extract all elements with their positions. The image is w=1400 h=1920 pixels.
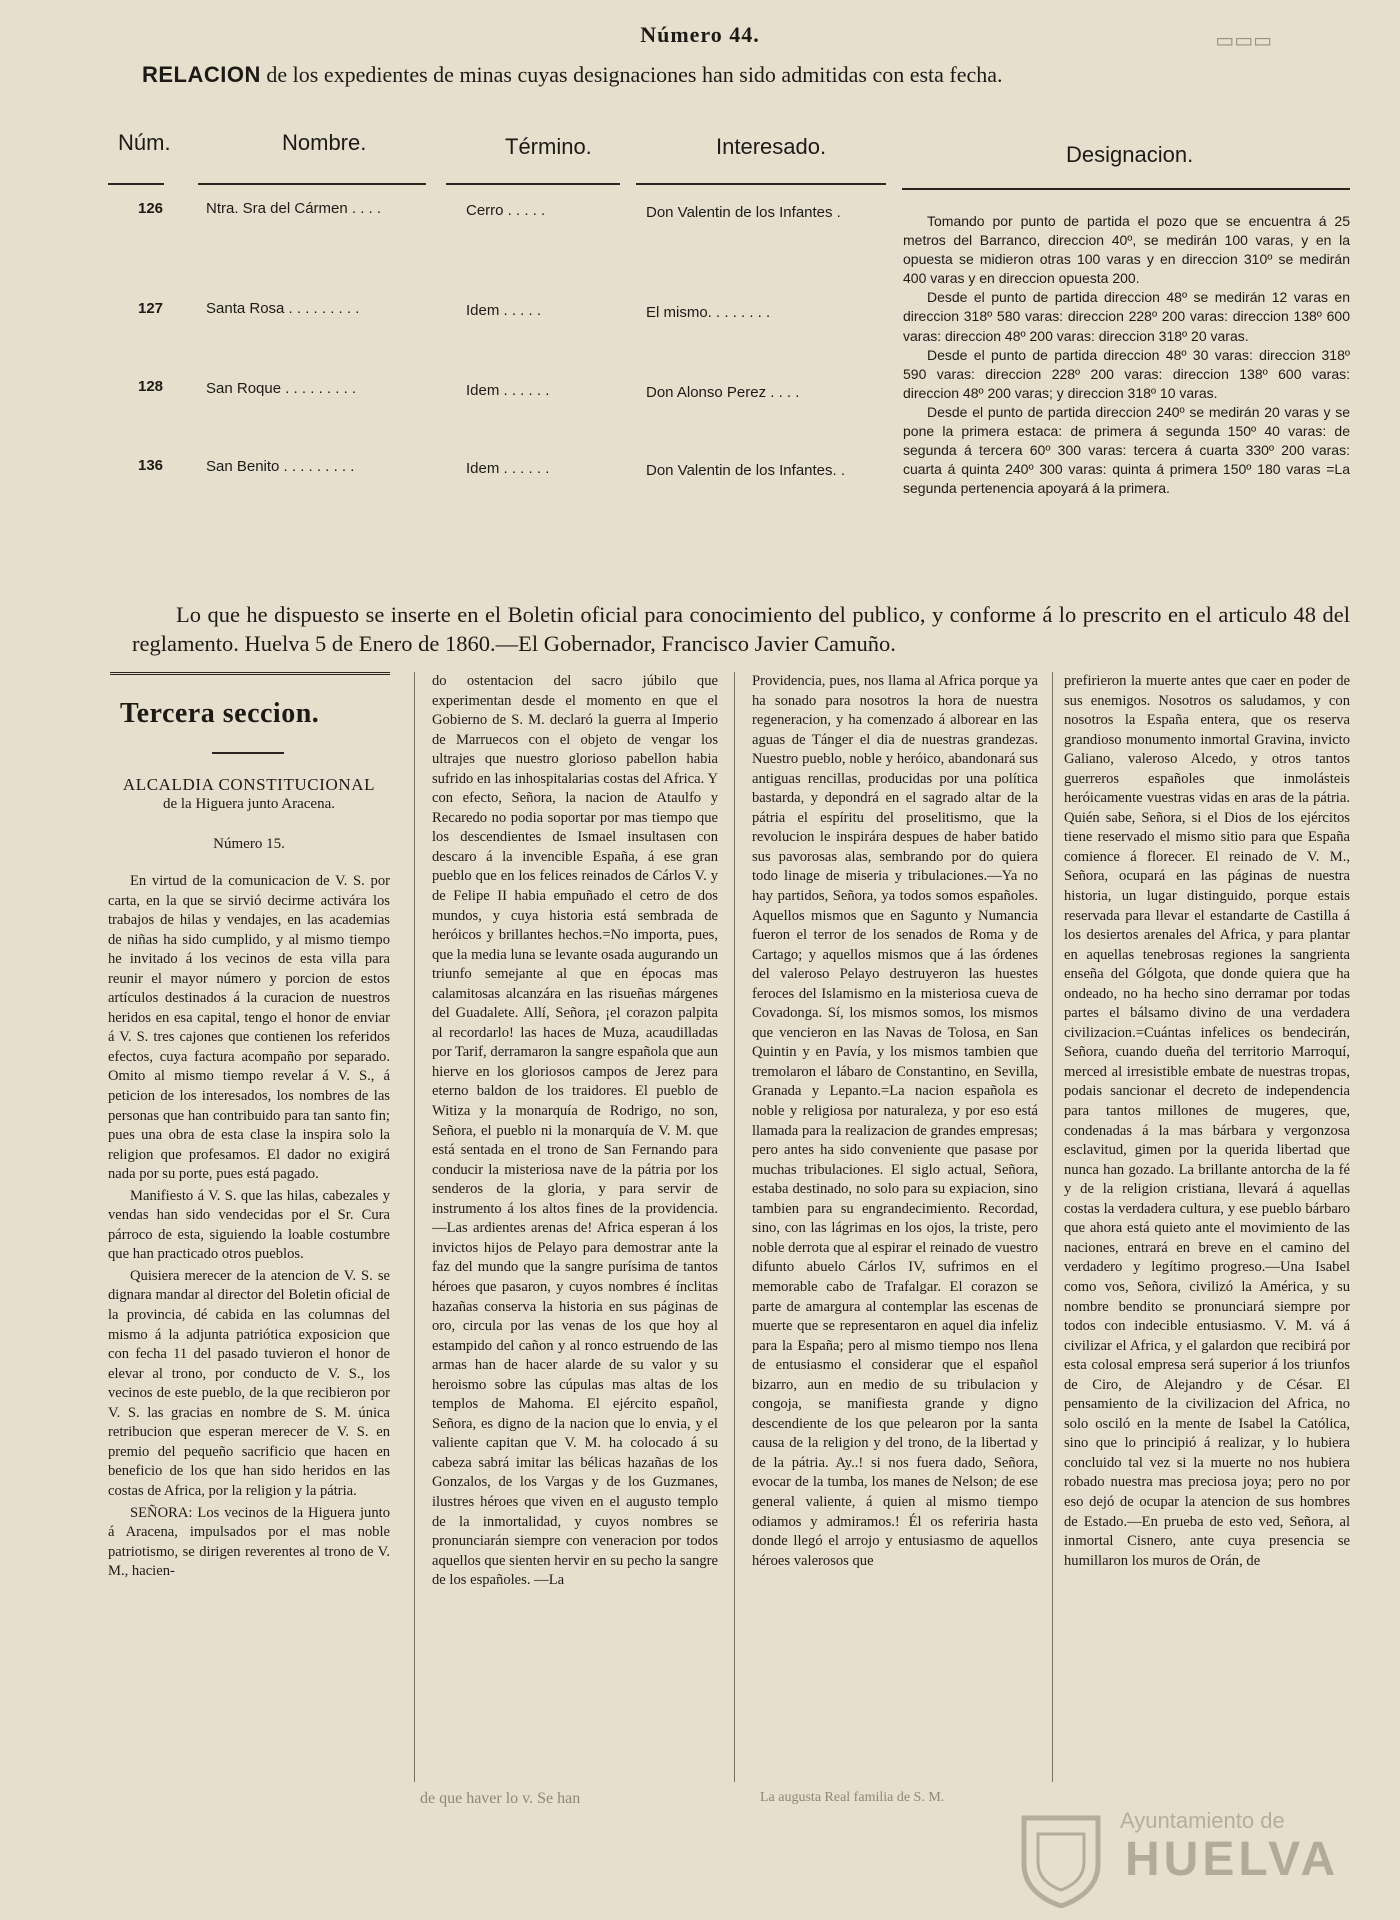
col-header-designacion: Designacion. [1066, 142, 1194, 167]
alcaldia-number: Número 15. [213, 836, 285, 852]
relacion-rest: de los expedientes de minas cuyas designaciones han sido admitidas con esta fecha. [260, 62, 1003, 87]
designation-text: Desde el punto de partida direccion 240º se medirán 20 varas y se pone la primera estaca: de primera á segunda 150º 40 varas: de segunda á tercera 60º 300 varas: tercera á cuarta 330º 200 varas: cuarta á quinta 240º 300 varas: quinta á primera 150º 180 varas =La segunda pertenencia apoyará á la primera. [903, 403, 1350, 497]
corner-stamp: ▭▭▭ [1215, 30, 1272, 52]
row-termino: Idem . . . . . . [466, 460, 550, 477]
alcaldia-subtitle: de la Higuera junto Aracena. [162, 796, 335, 812]
header-rule [636, 183, 886, 185]
bleedthrough-text: de que haver lo v. Se han [420, 1790, 581, 1807]
row-interesado: Don Valentin de los Infantes. . [646, 462, 846, 479]
row-termino: Idem . . . . . . [466, 382, 550, 399]
col-header-nombre: Nombre. [282, 130, 367, 155]
short-rule [212, 752, 284, 754]
text-column-2 [432, 672, 718, 1591]
designation-text: Tomando por punto de partida el pozo que se encuentra á 25 metros del Barranco, direccion 40º, se medirán 100 varas, y en la opuesta se midieron otras 100 varas y en direccion 310º se medirán 400 varas y en direccion opuesta 200. [903, 213, 1350, 287]
col-header-interesado: Interesado. [716, 134, 827, 159]
column-divider [734, 672, 735, 1782]
designation-column [903, 212, 1350, 498]
row-num: 136 [138, 457, 164, 474]
row-num: 126 [138, 200, 164, 217]
col-header-termino: Término. [505, 134, 592, 159]
header-rule [446, 183, 620, 185]
text-column-3 [752, 672, 1038, 1571]
row-nombre: San Benito . . . . . . . . . [206, 458, 355, 475]
paragraph: Providencia, pues, nos llama al Africa porque ya ha sonado para nosotros la hora de nuestra regeneracion, y ha comenzado á alborear en las aguas de Tánger el dia de nuestras grandezas. Nuestro pueblo, noble y heróico, abandonará sus antiguas rencillas, producidas por una política bastarda, y depondrá en el sagrado altar de la pátria el espíritu del proselitismo, que la revolucion le inspirára despues de haber batido sus pavorosas alas, sembrando por do quiera todo linage de miseria y tribulaciones.—Ya no hay partidos, Señora, ya todos somos españoles. Aquellos mismos que en Sagunto y Numancia fueron el terror de los senados de Roma y de Cartago; y aquellos mismos que á las órdenes del valeroso Pelayo destruyeron las huestes feroces del Islamismo en la misteriosa cueva de Covadonga. Sí, los mismos somos, los mismos que vencieron en las Navas de Tolosa, en San Quintin y en Pavía, y los mismos tambien que tremolaron el lábaro de Constantino, en Sevilla, Granada y Lepanto.=La nacion española es noble y religiosa por naturaleza, y por eso está llamada para la realizacion de grandes empresas; pero antes ha sido conveniente que pasase por muchas tribulaciones. El siglo actual, Señora, estaba destinado, no solo para su expiacion, sino tambien para su engrandecimiento. Recordad, sino, con las lágrimas en los ojos, la triste, pero noble derrota que al espirar el reinado de vuestro difunto abuelo Cárlos IV, sufrimos en el memorable cabo de Trafalgar. El corazon se parte de amargura al contemplar las escenas de muerte que se representaron en aquel dia infeliz para la España; pero al mismo tiempo nos llena de entusiasmo el considerar que el español bizarro, aun en medio de su tribulacion y congoja, se manifiesta grande y digno descendiente de los que pelearon por la santa causa de la religion y del trono, de la libertad y de la pátria. Ay..! si nos fuera dado, Señora, evocar de la tumba, los manes de Nelson; de ese general valiente, á quien al mismo tiempo odiamos y admiramos.! Él os referiria hasta donde llegó el arrojo y entusiasmo de aquellos héroes valerosos que [752, 673, 1038, 1569]
watermark-line2: HUELVA [1125, 1833, 1340, 1886]
column-divider [414, 672, 415, 1782]
designation-text: Desde el punto de partida direccion 48º 30 varas: direccion 318º 590 varas: direccion 228º 200 varas: direccion 138º 600 varas: direccion 48º 200 varas; y direccion 318º 10 varas. [903, 346, 1350, 401]
watermark-line1: Ayuntamiento de [1120, 1808, 1285, 1833]
bleedthrough-text: La augusta Real familia de S. M. [760, 1790, 945, 1805]
huelva-shield-icon [1018, 1812, 1104, 1908]
paragraph: Quisiera merecer de la atencion de V. S. se dignara mandar al director del Boletin oficial de la provincia, dé cabida en las columnas del mismo á la adjunta patriótica exposicion que con fecha 11 del pasado tuvieron el honor de elevar al trono, por conducto de V. S., los vecinos de este pueblo, de la que recibieron por V. S. las gracias en nombre de S. M. única retribucion que esperan merecer de V. S. en premio del pequeño sacrificio que hacen en beneficio de los que han sido heridos en las costas de Africa, por la religion y la pátria. [108, 1267, 390, 1499]
paragraph: do ostentacion del sacro júbilo que experimentan desde el momento en que el Gobierno de S. M. declaró la guerra al Imperio de Marruecos con el objeto de vengar los ultrajes que nuestro glorioso pabellon habia sufrido en las inhospitalarias costas del Africa. Y con efecto, Señora, la nacion de Ataulfo y Recaredo no podia soportar por mas tiempo que los descendientes de Ismael insultasen con descaro á la invencible España, á ese gran pueblo que en los felices reinados de Cárlos V. y de Felipe II habia empuñado el cetro de dos mundos, y cuya historia está sembrada de heróicos y brillantes hechos.=No importa, pues, que la media luna se levante osada augurando un triunfo semejante al que en épocas mas calamitosas alcanzára en las risueñas márgenes del Guadalete. Allí, Señora, ¡el corazon palpita al recordarlo! las haces de Muza, acaudilladas por Tarif, derramaron la sangre española que aun hierve en los gloriosos campos de Jerez para eterno baldon de los traidores. El pueblo de Witiza y la monarquía de Rodrigo, no son, Señora, el pueblo ni la monarquía de V. M. que está sentada en el trono de San Fernando para conducir la misteriosa nave de la pátria por los senderos de la gloria, y para servir de instrumento á los altos fines de la providencia.—Las ardientes arenas de! Africa esperan á los invictos hijos de Pelayo para demostrar ante la faz del mundo que la sangre purísima de tantos héroes que pasaron, y cuyos nombres é ínclitas hazañas conserva la historia en sus páginas de oro, circula por las venas de los que hoy al estampido del cañon y al ronco estruendo de las armas han de hacer alarde de su valor y su heroismo sobre las cúpulas mas altas de los templos de Mahoma. El ejército español, Señora, es digno de la nacion que lo envia, y el valiente capitan que V. M. ha colocado á su cabeza sabrá imitar las bélicas hazañas de los Gonzalos, de los Vargas y de los Guzmanes, ilustres héroes que viven en el augusto templo de la inmortalidad, y cuyos nombres se pronunciarán siempre con veneracion por todos aquellos que sienten hervir en su pecho la sangre de los españoles. —La [432, 673, 718, 1589]
row-num: 127 [138, 300, 164, 317]
row-nombre: San Roque . . . . . . . . . [206, 380, 357, 397]
row-interesado: Don Alonso Perez . . . . [646, 384, 800, 401]
text-column-1 [108, 872, 390, 1582]
designation-text: Desde el punto de partida direccion 48º se medirán 12 varas en direccion 318º 580 varas: direccion 228º 200 varas: direccion 138º 600 varas: direccion 48º 200 varas: direccion 318º 20 varas. [903, 289, 1350, 344]
alcaldia-title: ALCALDIA CONSTITUCIONAL [122, 775, 376, 794]
row-termino: Idem . . . . . [466, 302, 542, 319]
relacion-lead: RELACION [142, 62, 261, 87]
decree-paragraph: Lo que he dispuesto se inserte en el Boletin oficial para conocimiento del publico, y conforme á lo prescrito en el articulo 48 del reglamento. Huelva 5 de Enero de 1860.—El Gobernador, Francisco Javier Camuño. [132, 602, 1350, 656]
issue-number: Número 44. [640, 22, 760, 47]
row-num: 128 [138, 378, 164, 395]
section-title: Tercera seccion. [120, 698, 320, 729]
row-termino: Cerro . . . . . [466, 202, 546, 219]
row-nombre: Ntra. Sra del Cármen . . . . [206, 200, 382, 217]
section-rule [110, 672, 390, 675]
header-rule [902, 188, 1350, 190]
relacion-heading [142, 62, 1322, 88]
text-column-4 [1064, 672, 1350, 1571]
paragraph: prefirieron la muerte antes que caer en poder de sus enemigos. Nosotros os saludamos, y con nosotros la España entera, que os reserva grandioso monumento inmortal Gravina, invicto Galiano, valeroso Alcedo, y otros tantos guerreros españoles que inmolásteis heróicamente vuestras vidas en aras de la pátria. Quién sabe, Señora, si el Dios de los ejércitos tiene reservado el mismo sitio para que España comience á florecer. El reinado de V. M., Señora, ocupará en las páginas de nuestra historia, un lugar distinguido, porque estais reservada para llevar el estandarte de Castilla á los desiertos arenales del Africa, y para plantar en aquellas tenebrosas regiones la sangrienta enseña del Gólgota, que donde quiera que ha ondeado, no ha hecho sino derramar por todas partes el bálsamo divino de una verdadera civilizacion.=Cuántas infelices os bendecirán, Señora, cuando dueña del territorio Marroquí, merced al irresistible embate de nuestras tropas, podais sancionar el decreto de independencia para tantos millones de mugeres, que, condenadas á la mas bárbara y vergonzosa esclavitud, gimen por la querida libertad que nunca han gozado. La brillante antorcha de la fé y de la religion cristiana, llevará á aquellas costas la verdadera cultura, y ese pueblo bárbaro que ahora está quieto ante el movimiento de las naciones, entrará en breve en el camino del verdadero y legítimo progreso.—Una Isabel como vos, Señora, civilizó la América, y su nombre bendito se pronunciará siempre por todos con indecible entusiasmo. V. M. vá á civilizar el Africa, y el galardon que recibirá por esta colosal empresa será superior á los triunfos de Ciro, de Alejandro y de César. El pensamiento de la civilizacion del Africa, no solo osciló en la mente de Isabel la Católica, sino que lo principió á realizar, y lo hubiera concluido tal vez si la muerte no nos hubiera robado nuestra mas preciosa joya; pero no por eso dejó de ocupar la atencion de sus hombres de Estado.—En prueba de esto ved, Señora, al inmortal Cisnero, ante cuya presencia se humillaron los muros de Orán, de [1064, 673, 1350, 1569]
row-nombre: Santa Rosa . . . . . . . . . [206, 300, 360, 317]
row-interesado: El mismo. . . . . . . . [646, 304, 771, 321]
col-header-num: Núm. [118, 130, 171, 155]
row-interesado: Don Valentin de los Infantes . [646, 204, 841, 221]
column-divider [1052, 672, 1053, 1782]
paragraph: SEÑORA: Los vecinos de la Higuera junto á Aracena, impulsados por el mas noble patriotismo, se dirigen reverentes al trono de V. M., hacien- [108, 1504, 390, 1580]
paragraph: Manifiesto á V. S. que las hilas, cabezales y vendas han sido vendecidas por el Sr. Cura párroco de esta, siguiendo la loable costumbre que han practicado otros pueblos. [108, 1187, 390, 1263]
header-rule [108, 183, 164, 185]
header-rule [198, 183, 426, 185]
paragraph: En virtud de la comunicacion de V. S. por carta, en la que se sirvió decirme activára los trabajos de hilas y vendajes, en las academias de niñas ha sido cumplido, y al mismo tiempo he invitado á los vecinos de esta villa para reunir el mayor número y porcion de estos artículos destinados á la curacion de nuestros heridos en esa capital, tengo el honor de enviar á V. S. tres cajones que contienen los referidos efectos, cuya factura acompaño por separado. Omito al mismo tiempo revelar á V. S., á peticion de los interesados, los nombres de las personas que han contribuido para tan santo fin; pues una obra de esta clase la inspira solo la religion que profesamos. El dador no exigirá nada por su porte, pues está pagado. [108, 873, 390, 1183]
